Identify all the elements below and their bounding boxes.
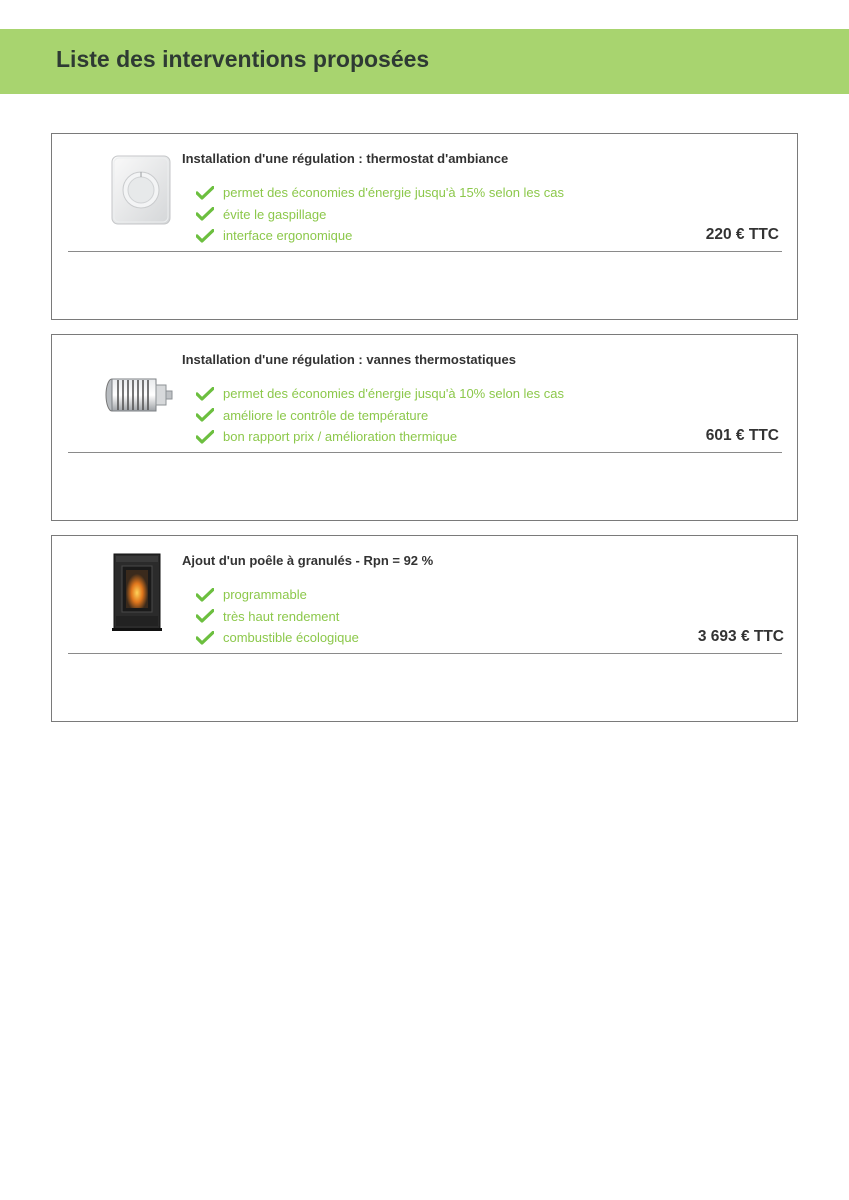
check-icon — [196, 387, 214, 401]
check-icon — [196, 186, 214, 200]
thermostat-image — [104, 150, 184, 230]
benefit-item: évite le gaspillage — [196, 204, 564, 226]
benefit-list — [196, 182, 564, 247]
intervention-title: Installation d'une régulation : thermostat d'ambiance — [182, 151, 509, 166]
intervention-title: Ajout d'un poêle à granulés - Rpn = 92 % — [182, 553, 434, 568]
divider — [68, 251, 782, 252]
intervention-card-valves — [51, 334, 798, 521]
check-icon — [196, 229, 214, 243]
benefit-item: très haut rendement — [196, 606, 359, 628]
page-header — [0, 29, 849, 94]
benefit-item: bon rapport prix / amélioration thermique — [196, 426, 564, 448]
check-icon — [196, 408, 214, 422]
check-icon — [196, 588, 214, 602]
intervention-card-thermostat — [51, 133, 798, 320]
benefit-list — [196, 383, 564, 448]
intervention-card-stove — [51, 535, 798, 722]
benefit-item: interface ergonomique — [196, 225, 564, 247]
benefit-item: améliore le contrôle de température — [196, 405, 564, 427]
intervention-title: Installation d'une régulation : vannes thermostatiques — [182, 352, 516, 367]
page-title: Liste des interventions proposées — [56, 46, 430, 72]
price-label: 3 693 € TTC — [697, 628, 784, 645]
benefit-item: combustible écologique — [196, 627, 359, 649]
check-icon — [196, 631, 214, 645]
check-icon — [196, 430, 214, 444]
check-icon — [196, 207, 214, 221]
pellet-stove-image — [104, 550, 184, 634]
thermostatic-valve-image — [104, 351, 184, 431]
check-icon — [196, 609, 214, 623]
benefit-list — [196, 584, 359, 649]
price-label: 601 € TTC — [705, 427, 779, 444]
benefit-item: programmable — [196, 584, 359, 606]
benefit-item: permet des économies d'énergie jusqu'à 15% selon les cas — [196, 182, 564, 204]
benefit-item: permet des économies d'énergie jusqu'à 10% selon les cas — [196, 383, 564, 405]
divider — [68, 653, 782, 654]
divider — [68, 452, 782, 453]
price-label: 220 € TTC — [705, 226, 779, 243]
